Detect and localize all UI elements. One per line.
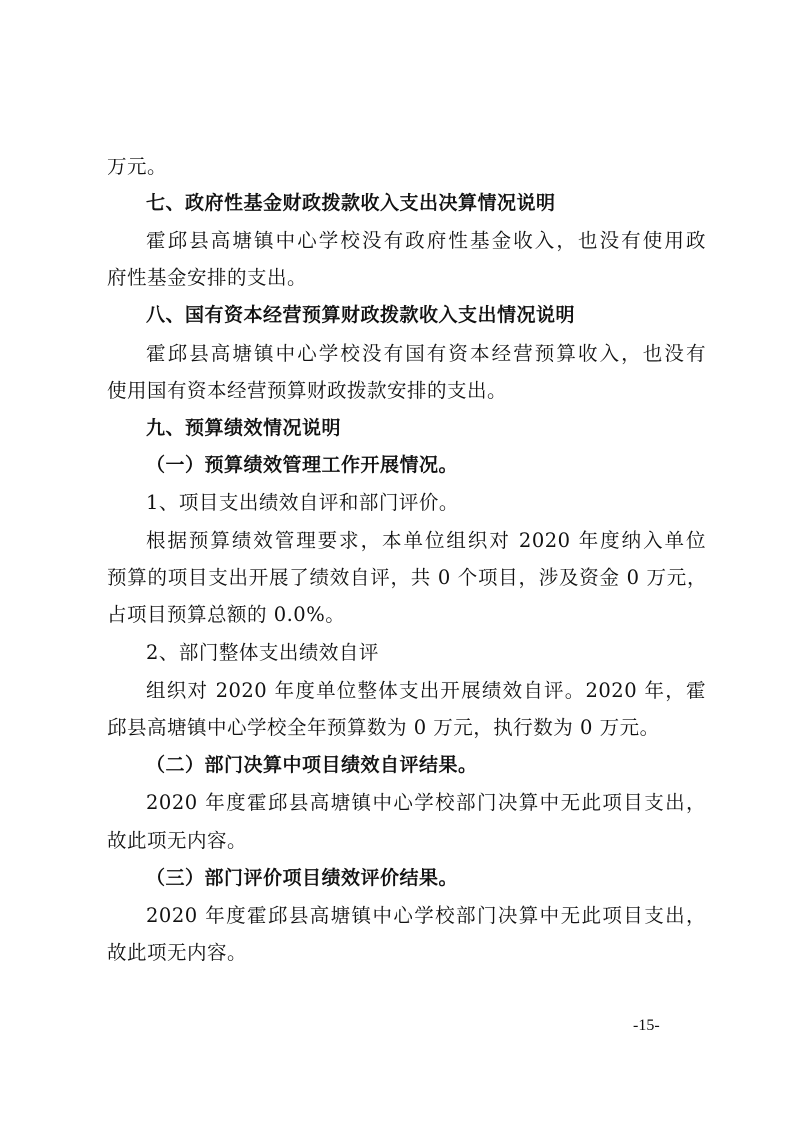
section-heading-9: 九、预算绩效情况说明	[146, 417, 342, 439]
subsection-3-paragraph-line1: 2020 年度霍邱县高塘镇中心学校部门决算中无此项目支出，	[146, 904, 706, 927]
subsection-1-paragraph-line2: 预算的项目支出开展了绩效自评，共 0 个项目，涉及资金 0 万元，	[107, 566, 707, 589]
subsection-heading-1: （一）预算绩效管理工作开展情况。	[146, 454, 459, 476]
subsection-1-item-1: 1、项目支出绩效自评和部门评价。	[146, 491, 459, 514]
subsection-1-item-2: 2、部门整体支出绩效自评	[146, 641, 379, 664]
section-heading-7: 七、政府性基金财政拨款收入支出决算情况说明	[146, 192, 556, 214]
page-number: -15-	[633, 1017, 660, 1034]
subsection-1-paragraph2-line2: 邱县高塘镇中心学校全年预算数为 0 万元，执行数为 0 万元。	[107, 716, 660, 739]
subsection-1-paragraph-line3: 占项目预算总额的 0.0%。	[107, 603, 346, 626]
subsection-heading-2: （二）部门决算中项目绩效自评结果。	[146, 754, 478, 776]
subsection-2-paragraph-line1: 2020 年度霍邱县高塘镇中心学校部门决算中无此项目支出，	[146, 791, 706, 814]
section-heading-8: 八、国有资本经营预算财政拨款收入支出情况说明	[146, 304, 576, 326]
subsection-1-paragraph-line1: 根据预算绩效管理要求，本单位组织对 2020 年度纳入单位	[146, 529, 706, 552]
paragraph-7-line1: 霍邱县高塘镇中心学校没有政府性基金收入，也没有使用政	[146, 229, 706, 252]
paragraph-7-line2: 府性基金安排的支出。	[107, 266, 308, 289]
subsection-2-paragraph-line2: 故此项无内容。	[107, 829, 248, 852]
subsection-3-paragraph-line2: 故此项无内容。	[107, 941, 248, 964]
paragraph-8-line2: 使用国有资本经营预算财政拨款安排的支出。	[107, 379, 508, 402]
subsection-heading-3: （三）部门评价项目绩效评价结果。	[146, 867, 459, 889]
paragraph-continuation: 万元。	[107, 155, 168, 178]
paragraph-8-line1: 霍邱县高塘镇中心学校没有国有资本经营预算收入，也没有	[146, 342, 706, 365]
subsection-1-paragraph2-line1: 组织对 2020 年度单位整体支出开展绩效自评。2020 年，霍	[146, 679, 706, 702]
